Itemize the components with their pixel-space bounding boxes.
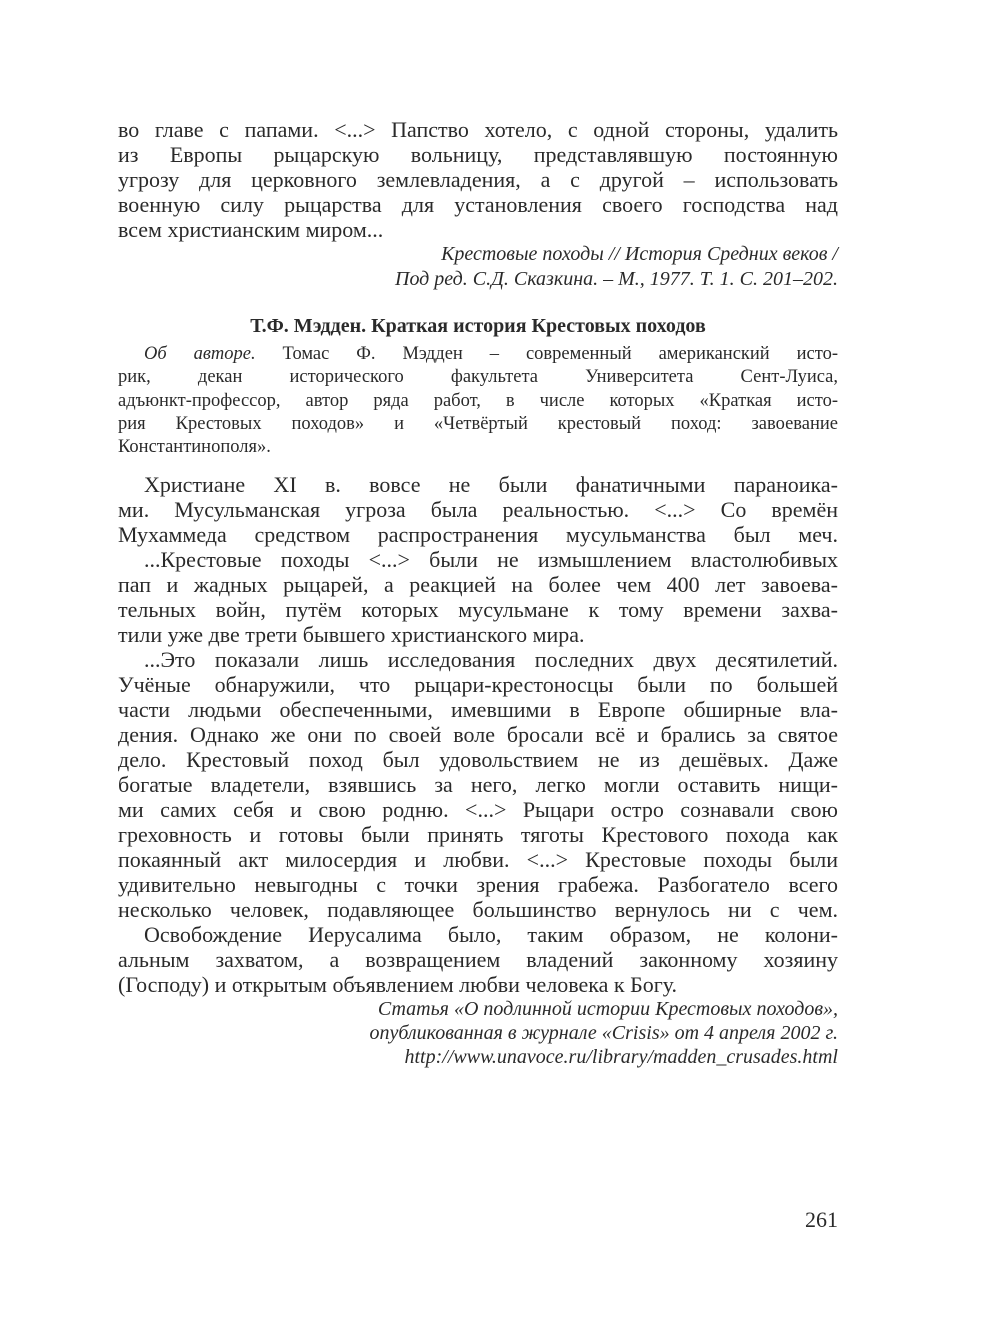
text-line: ...Это показали лишь исследования последних двух десятилетий. <box>144 647 838 672</box>
text-line: угрозу для церковного землевладения, а с другой – использовать <box>118 167 838 192</box>
text-line: рик, декан исторического факультета Университета Сент-Луиса, <box>118 367 838 388</box>
main-text <box>118 472 838 997</box>
text-line: дения. Однако же они по своей воле бросали всё и брались за святое <box>118 722 838 747</box>
text-line: рия Крестовых походов» и «Четвёртый крестовый поход: завоевание <box>118 413 838 434</box>
citation-url: http://www.unavoce.ru/library/madden_crusades.html <box>404 1046 838 1068</box>
text-line: из Европы рыцарскую вольницу, представлявшую постоянную <box>118 142 838 167</box>
text-line: несколько человек, подавляющее большинство вернулось ни с чем. <box>118 897 838 922</box>
section-heading: Т.Ф. Мэдден. Краткая история Крестовых походов <box>250 315 706 337</box>
text-line: всем христианским миром... <box>118 217 384 242</box>
text-line: Мухаммеда средством распространения мусульманства был меч. <box>118 522 838 547</box>
text-line: греховность и готовы были принять тяготы Крестового похода как <box>118 822 838 847</box>
text-line: тили уже две трети бывшего христианского мира. <box>118 622 585 647</box>
text-line: Христиане XI в. вовсе не были фанатичными параноика- <box>144 472 838 497</box>
page-number: 261 <box>805 1207 838 1232</box>
text-line <box>118 343 838 366</box>
intro-paragraph <box>118 117 838 242</box>
text-line: богатые владетели, взявшись за него, легко могли оставить нищи- <box>118 772 838 797</box>
text-line: ми. Мусульманская угроза была реальностью. <...> Со времён <box>118 497 838 522</box>
text-line: дело. Крестовый поход был удовольствием не из дешёвых. Даже <box>118 747 838 772</box>
text-line: покаянный акт милосердия и любви. <...> Крестовые походы были <box>118 847 838 872</box>
about-text: Томас Ф. Мэдден – современный американский исто- <box>282 344 838 364</box>
text-line: альным захватом, а возвращением владений законному хозяину <box>118 947 838 972</box>
text-line: военную силу рыцарства для установления своего господства над <box>118 192 838 217</box>
citation-1 <box>118 242 838 292</box>
text-line: тельных войн, путём которых мусульмане к тому времени захва- <box>118 597 838 622</box>
citation-line: Статья «О подлинной истории Крестовых походов», <box>377 998 838 1020</box>
text-line: Освобождение Иерусалима было, таким образом, не колони- <box>144 922 838 947</box>
text-line: части людьми обеспеченными, имевшими в Европе обширные вла- <box>118 697 838 722</box>
about-author <box>118 343 838 459</box>
text-line: удивительно невыгодны с точки зрения грабежа. Разбогатело всего <box>118 872 838 897</box>
text-line: (Господу) и открытым объявлением любви человека к Богу. <box>118 972 678 997</box>
text-line: адъюнкт-профессор, автор ряда работ, в числе которых «Краткая исто- <box>118 390 838 411</box>
text-line: ми самих себя и свою родню. <...> Рыцари остро сознавали свою <box>118 797 838 822</box>
text-line: Учёные обнаружили, что рыцари-крестоносцы были по большей <box>118 672 838 697</box>
text-line: во главе с папами. <...> Папство хотело, с одной стороны, удалить <box>118 117 838 142</box>
about-label: Об авторе. <box>144 344 256 364</box>
text-line: ...Крестовые походы <...> были не измышлением властолюбивых <box>144 547 838 572</box>
citation-line: опубликованная в журнале «Crisis» от 4 апреля 2002 г. <box>369 1022 838 1044</box>
citation-line: Под ред. С.Д. Сказкина. – М., 1977. Т. 1. С. 201–202. <box>395 268 838 290</box>
text-line: Константинополя». <box>118 437 271 458</box>
text-line: пап и жадных рыцарей, а реакцией на более чем 400 лет завоева- <box>118 572 838 597</box>
citation-2 <box>118 997 838 1069</box>
citation-line: Крестовые походы // История Средних веков / <box>441 243 838 265</box>
